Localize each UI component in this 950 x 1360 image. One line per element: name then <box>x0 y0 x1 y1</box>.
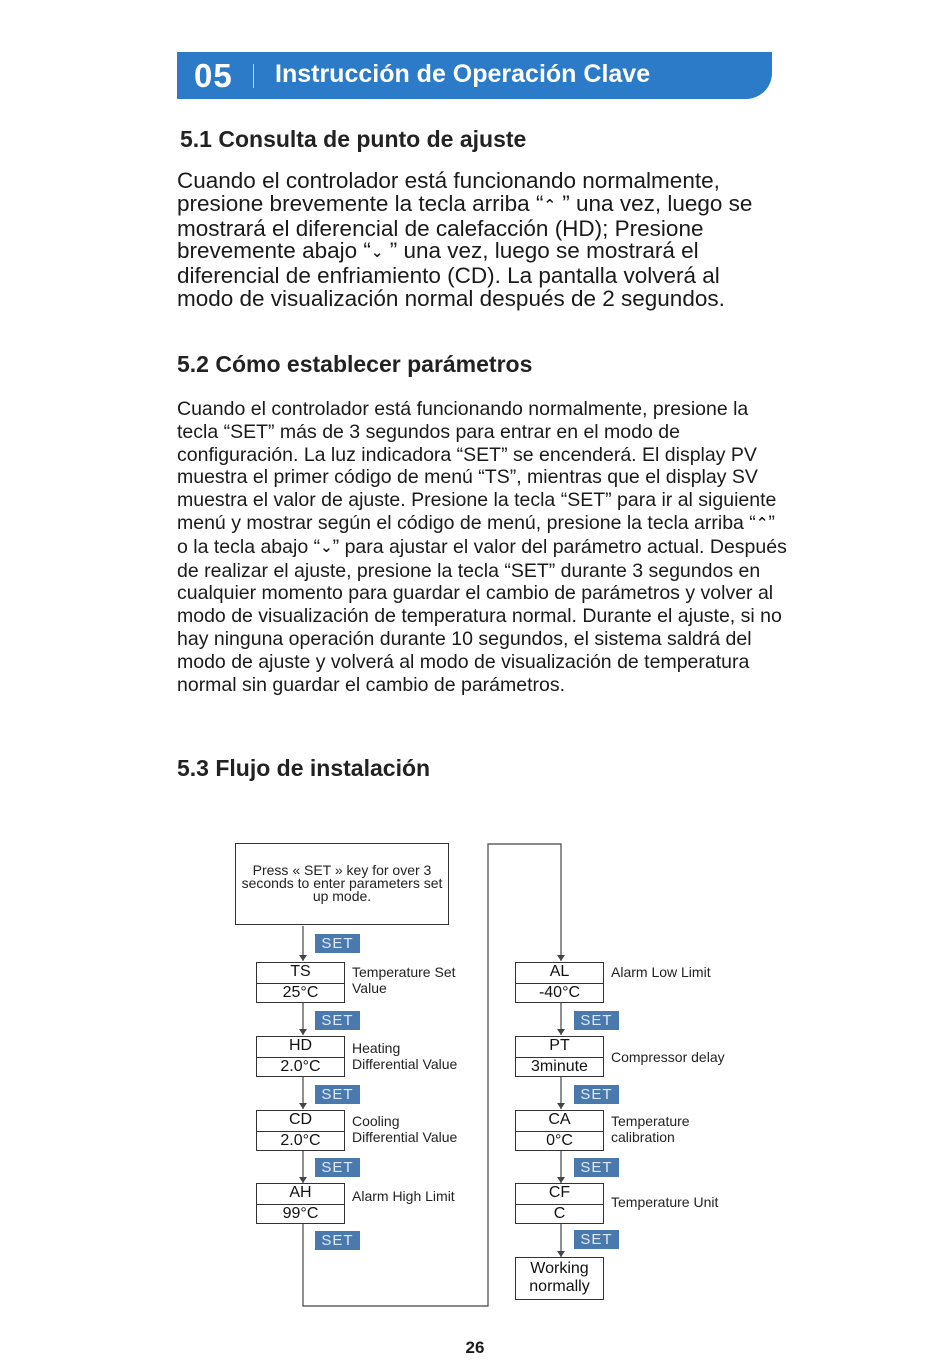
section-number: 05 <box>194 57 233 94</box>
set-key-icon: SET <box>315 1231 360 1250</box>
down-arrow-icon: ⌄ <box>370 244 384 262</box>
set-key-icon: SET <box>315 1158 360 1177</box>
up-arrow-icon: ⌃ <box>543 196 557 214</box>
param-code: PT <box>516 1037 603 1058</box>
heading-5-2: 5.2 Cómo establecer parámetros <box>177 351 533 377</box>
param-value: 2.0°C <box>280 1058 321 1075</box>
set-key-icon: SET <box>315 934 360 953</box>
param-box-hd <box>256 1036 345 1077</box>
param-box-cf <box>515 1183 604 1224</box>
desc-line: Temperature Set <box>352 964 456 980</box>
heading-5-1: 5.1 Consulta de punto de ajuste <box>180 126 527 152</box>
param-code: CD <box>257 1111 344 1132</box>
param-value: -40°C <box>538 984 581 1001</box>
param-desc <box>611 1113 690 1145</box>
param-value: 25°C <box>282 984 319 1001</box>
set-key-icon: SET <box>574 1011 619 1030</box>
text-part: ” para ajustar el valor del parámetro actual. Después de realizar el ajuste, presione la tecla “SET” durante 3 segundos en cualquier momento para guardar el cambio de parámetros y volver al modo de visualización de temperatura normal. Durante el ajuste, si no hay ninguna operación durante 10 segundos, el sistema saldrá del modo de ajuste y volverá al modo de visualización de temperatura normal sin guardar el cambio de parámetros. <box>177 535 787 696</box>
param-desc <box>611 964 711 980</box>
desc-line: Alarm High Limit <box>352 1188 455 1204</box>
param-value: C <box>553 1205 566 1222</box>
desc-line: Temperature Unit <box>611 1194 719 1210</box>
param-desc <box>611 1194 718 1210</box>
text-part: Cuando el controlador está funcionando normalmente, presione la tecla “SET” más de 3 segundos para entrar en el modo de configuración. La luz indicadora “SET” se encenderá. El display PV muestra el primer código de menú “TS”, mientras que el display SV muestra el valor de ajuste. Presione la tecla “SET” para ir al siguiente menú y mostrar según el código de menú, presione la tecla arriba “ <box>177 398 777 534</box>
desc-line: Cooling <box>352 1113 400 1129</box>
section-title: Instrucción de Operación Clave <box>275 60 651 88</box>
param-box-cd <box>256 1110 345 1151</box>
desc-line: Heating <box>352 1040 401 1056</box>
desc-line: Alarm Low Limit <box>611 964 711 980</box>
param-value: 0°C <box>546 1132 573 1149</box>
set-key-icon: SET <box>574 1230 619 1249</box>
set-key-icon: SET <box>315 1085 360 1104</box>
desc-line: Value <box>352 980 387 996</box>
param-value: 2.0°C <box>280 1132 321 1149</box>
desc-line: Differential Value <box>352 1129 458 1145</box>
param-code: AH <box>257 1184 344 1205</box>
param-code: AL <box>516 963 603 984</box>
param-desc <box>352 1188 455 1204</box>
param-box-ca <box>515 1110 604 1151</box>
text-part: Cuando el controlador está funcionando normalmente, presione brevemente la tecla arriba “ <box>177 168 720 216</box>
end-line: normally <box>529 1278 590 1295</box>
param-desc <box>352 1113 457 1145</box>
end-box-working-normally <box>515 1257 604 1300</box>
param-code: TS <box>257 963 344 984</box>
param-value: 3minute <box>531 1058 588 1075</box>
param-value: 99°C <box>282 1205 319 1222</box>
set-key-icon: SET <box>574 1085 619 1104</box>
end-line: Working <box>530 1260 589 1277</box>
param-desc <box>352 1040 457 1072</box>
param-code: CA <box>516 1111 603 1132</box>
up-arrow-icon: ⌃ <box>755 514 769 532</box>
param-box-al <box>515 962 604 1003</box>
param-box-ah <box>256 1183 345 1224</box>
page-number: 26 <box>465 1338 485 1357</box>
param-desc <box>352 964 456 996</box>
param-code: HD <box>257 1037 344 1058</box>
text-part: ” una vez, luego se mostrará el diferencial de enfriamiento (CD). La pantalla volverá al modo de visualización normal después de 2 segundos. <box>177 238 725 311</box>
text-part: ” o la tecla abajo “ <box>177 511 775 558</box>
desc-line: Temperature <box>611 1113 690 1129</box>
set-key-icon: SET <box>574 1158 619 1177</box>
param-box-pt <box>515 1036 604 1077</box>
desc-line: calibration <box>611 1129 675 1145</box>
desc-line: Compressor delay <box>611 1049 725 1065</box>
start-box: Press « SET » key for over 3 seconds to enter parameters set up mode. <box>235 843 449 925</box>
down-arrow-icon: ⌄ <box>320 538 333 556</box>
param-box-ts <box>256 962 345 1003</box>
set-key-icon: SET <box>315 1011 360 1030</box>
param-code: CF <box>516 1184 603 1205</box>
desc-line: Differential Value <box>352 1056 458 1072</box>
heading-5-3: 5.3 Flujo de instalación <box>177 755 431 781</box>
param-desc <box>611 1049 725 1065</box>
text-part: ” una vez, luego se mostrará el diferencial de calefacción (HD); Presione brevemente abajo “ <box>177 190 753 264</box>
